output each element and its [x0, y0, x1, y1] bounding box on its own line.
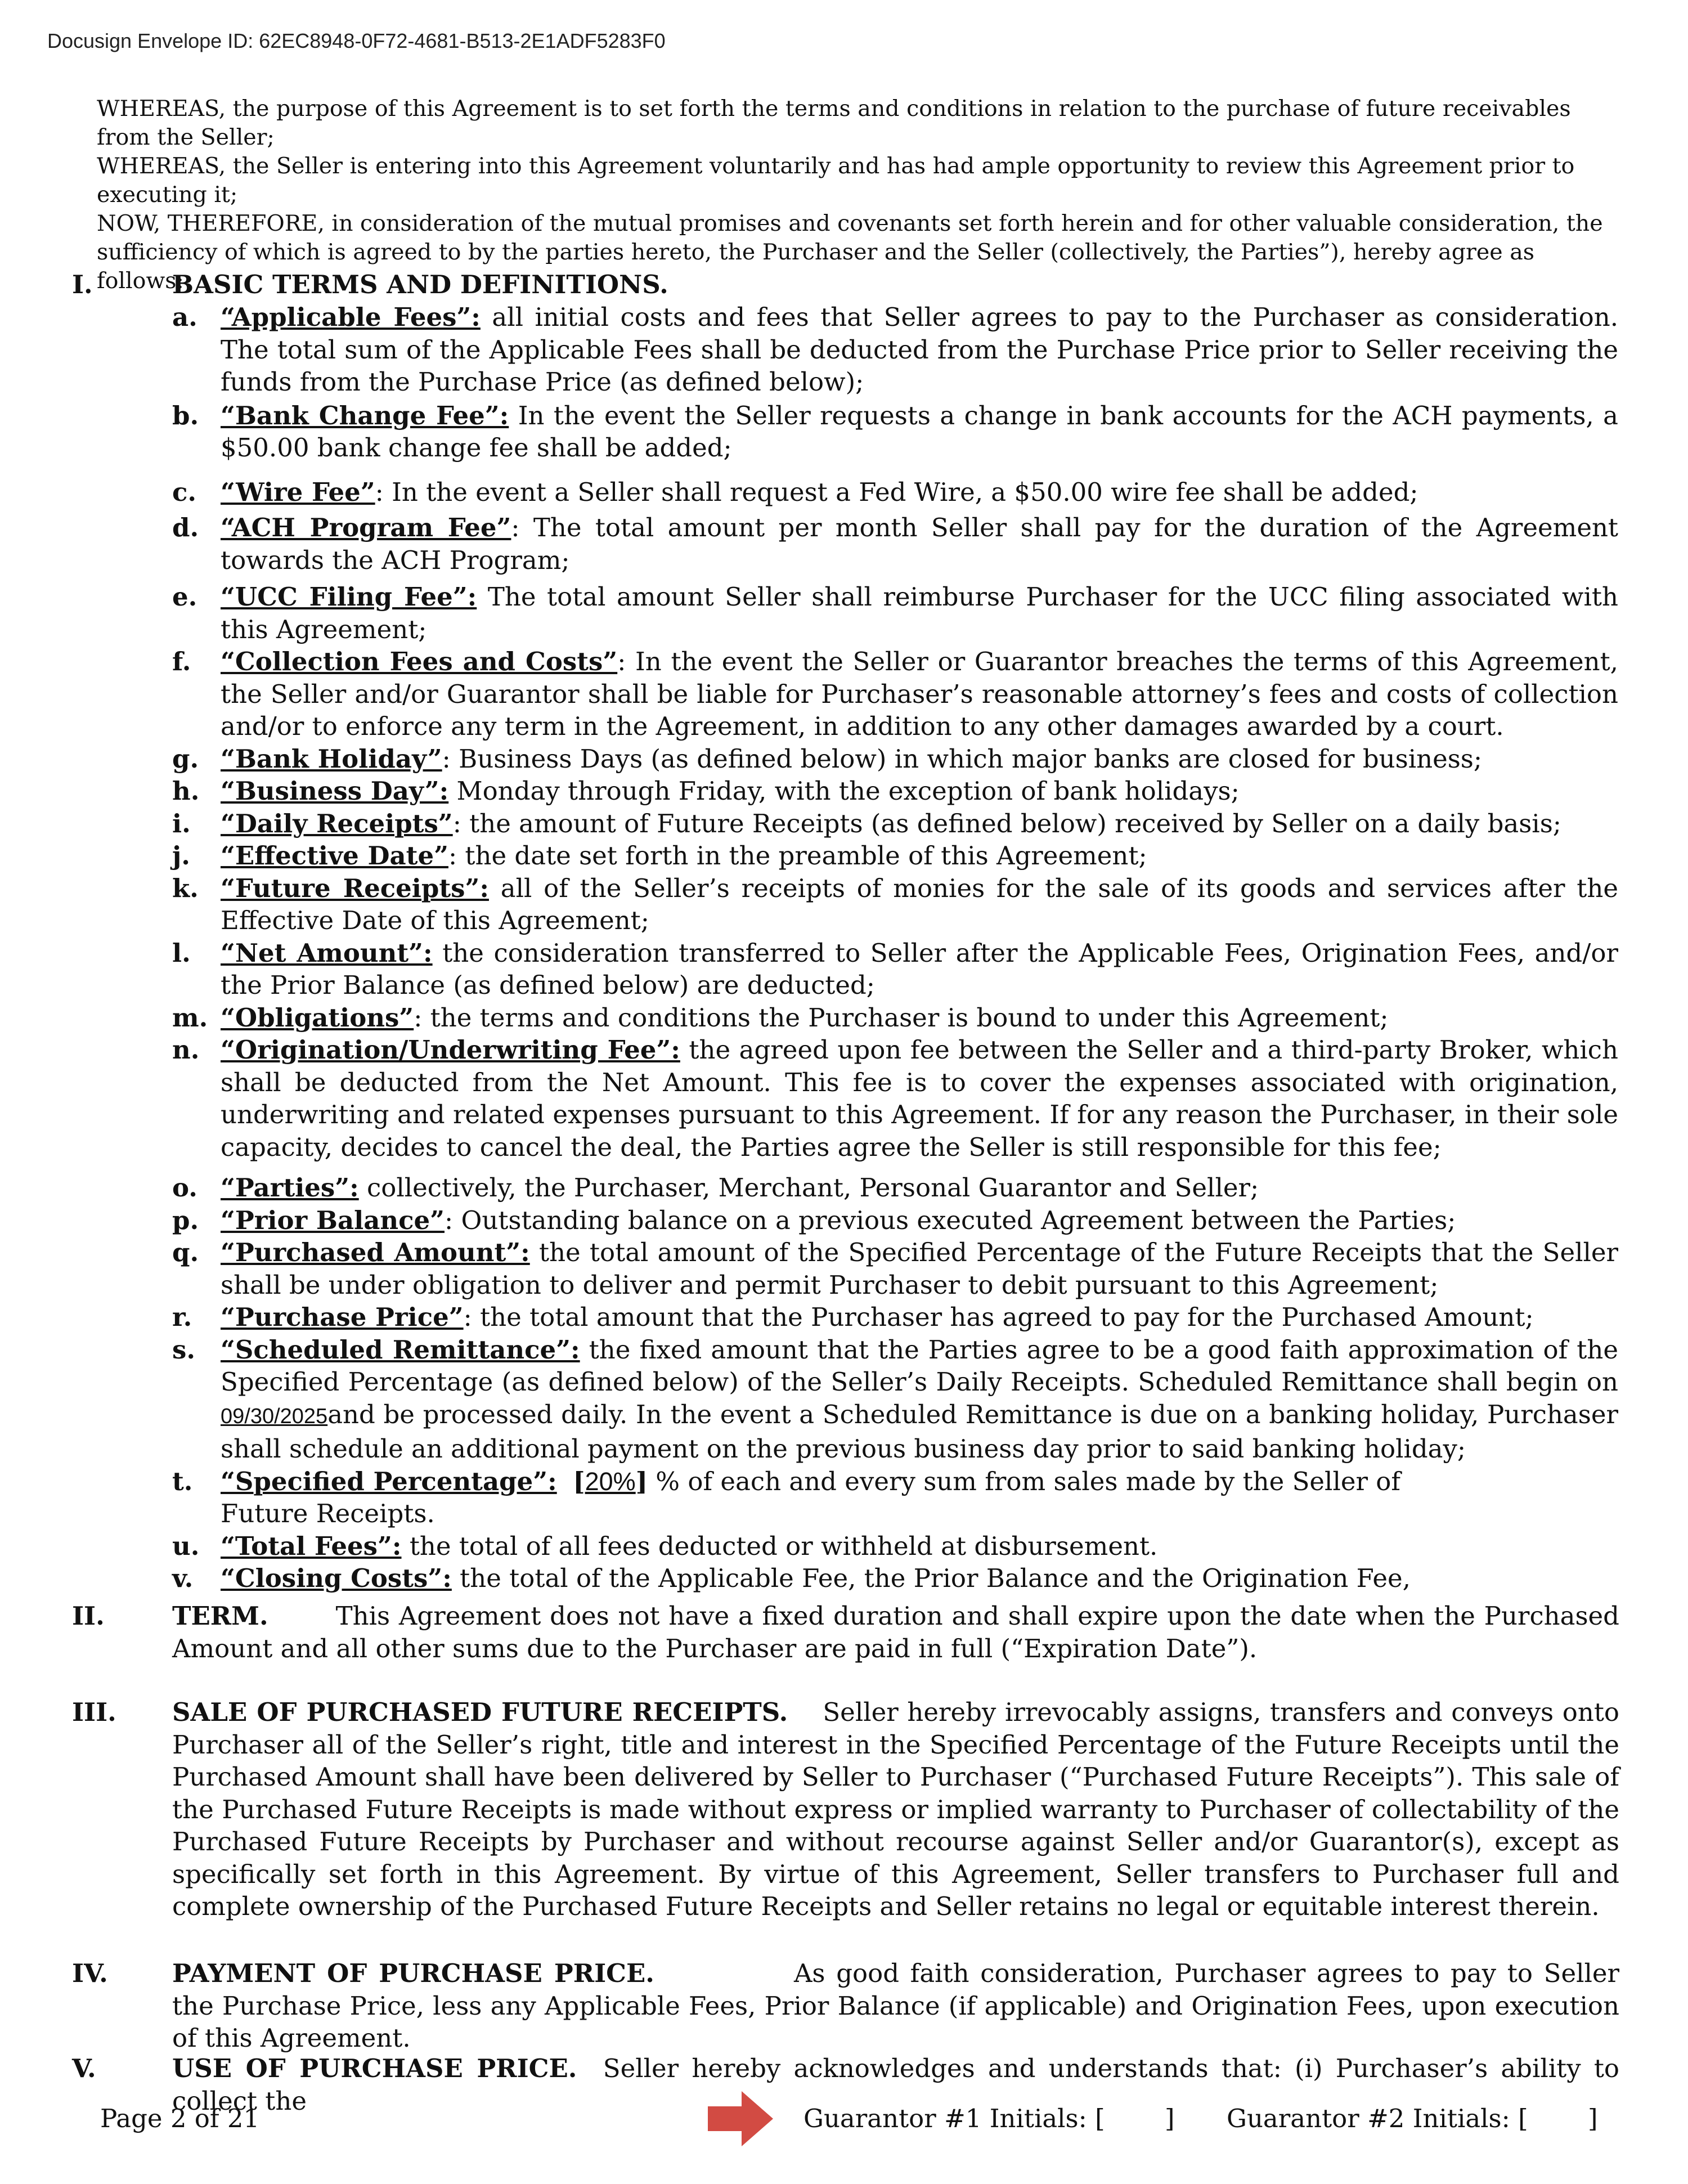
list-item-specified-percentage	[147, 1465, 1618, 1530]
defined-term: “Origination/Underwriting Fee”:	[221, 1035, 680, 1065]
guarantor-1-label: Guarantor #1 Initials: [	[803, 2104, 1105, 2133]
item-label: d.	[172, 513, 199, 542]
guarantor-1-close-bracket: ]	[1165, 2104, 1175, 2133]
item-label: o.	[172, 1173, 197, 1203]
definition-text: Monday through Friday, with the exception of bank holidays;	[448, 776, 1240, 806]
section-number: I.	[72, 270, 93, 299]
item-label: j.	[172, 841, 190, 871]
bracket-close: ]	[635, 1466, 648, 1496]
list-item	[147, 808, 1618, 840]
definition-text: : Outstanding balance on a previous executed Agreement between the Parties;	[445, 1205, 1456, 1235]
list-item	[147, 743, 1618, 775]
definition-text: : Business Days (as defined below) in which major banks are closed for business;	[442, 743, 1483, 774]
definition-text: and be processed daily. In the event a Scheduled Remittance is due on a banking holiday, Purchaser shall schedule an additional payment on the previous business day prior to said banking holiday;	[221, 1399, 1618, 1464]
list-item	[147, 937, 1618, 1002]
definition-text: : The total amount per month Seller shall pay for the duration of the Agreement towards the ACH Program;	[221, 513, 1619, 575]
definition-text: Future Receipts.	[221, 1499, 435, 1528]
list-item	[147, 872, 1618, 937]
definition-text: : In the event the Seller or Guarantor breaches the terms of this Agreement, the Seller and/or Guarantor shall be liable for Purchaser’s reasonable attorney’s fees and costs of collection and/or to enforce any term in the Agreement, in addition to any other damages awarded by a court.	[221, 647, 1618, 741]
list-item	[147, 512, 1618, 576]
defined-term: “Purchased Amount”:	[221, 1237, 530, 1267]
now-therefore: NOW, THEREFORE, in consideration of the mutual promises and covenants set forth herein and for other valuable consideration, the sufficiency of which is agreed to by the parties hereto, the Purchaser and the Seller (collectively, the Parties”), hereby agree as follows:	[97, 210, 1603, 294]
defined-term: “Business Day”:	[221, 776, 449, 806]
defined-term: “Daily Receipts”	[221, 808, 453, 838]
guarantor-2-initials	[1227, 2104, 1528, 2133]
item-label: i.	[172, 808, 191, 838]
definition-text: : the date set forth in the preamble of this Agreement;	[448, 841, 1147, 871]
defined-term: “Bank Change Fee”:	[221, 400, 509, 430]
section-text: As good faith consideration, Purchaser agrees to pay to Seller the Purchase Price, less any Applicable Fees, Prior Balance (if applicable) and Origination Fees, upon execution of this Agreement.	[172, 1958, 1620, 2053]
definition-text: In the event the Seller requests a change in bank accounts for the ACH payments, a $50.00 bank change fee shall be added;	[221, 400, 1618, 463]
definitions-list	[147, 301, 1618, 1595]
section-number: III.	[72, 1697, 116, 1727]
list-item	[147, 581, 1618, 645]
item-label: h.	[172, 776, 200, 806]
section-term	[72, 1600, 1619, 1665]
list-item	[147, 1172, 1618, 1204]
defined-term: “Parties”:	[221, 1173, 359, 1203]
guarantor-2-label: Guarantor #2 Initials: [	[1227, 2104, 1528, 2133]
whereas-voluntary: WHEREAS, the Seller is entering into this Agreement voluntarily and has had ample opportunity to review this Agreement prior to executing it;	[97, 153, 1575, 208]
guarantor-2-close-bracket: ]	[1588, 2104, 1598, 2133]
defined-term: “Prior Balance”	[221, 1205, 445, 1235]
list-item	[147, 645, 1618, 743]
item-label: c.	[172, 477, 197, 507]
list-item	[147, 1034, 1618, 1163]
defined-term: “Closing Costs”:	[221, 1563, 452, 1593]
defined-term: “Future Receipts”:	[221, 873, 489, 903]
list-item-scheduled-remittance	[147, 1334, 1618, 1465]
section-text: Seller hereby acknowledges and understands that: (i) Purchaser’s ability to collect the	[172, 2053, 1620, 2116]
section-title: USE OF PURCHASE PRICE.	[172, 2053, 577, 2083]
defined-term: “ACH Program Fee”	[221, 513, 511, 542]
section-title: SALE OF PURCHASED FUTURE RECEIPTS.	[172, 1697, 788, 1727]
definition-text: all initial costs and fees that Seller agrees to pay to the Purchaser as consideration. The total sum of the Applicable Fees shall be deducted from the Purchase Price prior to Seller receiving the funds from the Purchase Price (as defined below);	[221, 302, 1618, 397]
item-label: s.	[172, 1334, 196, 1365]
defined-term: “Wire Fee”	[221, 477, 375, 507]
section-number: V.	[72, 2053, 96, 2083]
page-number: Page 2 of 21	[100, 2104, 260, 2133]
list-item	[147, 400, 1618, 464]
section-1-heading	[72, 268, 1619, 301]
list-item	[147, 301, 1618, 398]
defined-term: “Purchase Price”	[221, 1302, 464, 1332]
defined-term: “Net Amount”:	[221, 938, 433, 968]
remittance-start-date: 09/30/2025	[221, 1404, 328, 1428]
section-number: IV.	[72, 1958, 108, 1988]
list-item	[147, 1236, 1618, 1301]
definition-text: collectively, the Purchaser, Merchant, Personal Guarantor and Seller;	[358, 1173, 1259, 1203]
defined-term: “Collection Fees and Costs”	[221, 647, 618, 676]
list-item	[147, 476, 1618, 509]
list-item	[147, 840, 1618, 872]
item-label: r.	[172, 1302, 192, 1332]
item-label: f.	[172, 647, 191, 676]
section-title: BASIC TERMS AND DEFINITIONS.	[172, 270, 668, 299]
defined-term: “Specified Percentage”:	[221, 1466, 557, 1496]
whereas-purpose: WHEREAS, the purpose of this Agreement is to set forth the terms and conditions in relation to the purchase of future receivables from the Seller;	[97, 96, 1571, 150]
definition-text: : the total amount that the Purchaser has agreed to pay for the Purchased Amount;	[463, 1302, 1534, 1332]
definition-text: The total amount Seller shall reimburse Purchaser for the UCC filing associated with this Agreement;	[221, 582, 1618, 644]
preamble	[97, 95, 1605, 295]
list-item	[147, 1562, 1618, 1595]
defined-term: “Total Fees”:	[221, 1531, 402, 1561]
item-label: g.	[172, 743, 199, 774]
item-label: e.	[172, 582, 197, 612]
defined-term: “UCC Filing Fee”:	[221, 582, 477, 612]
item-label: v.	[172, 1563, 194, 1593]
definition-text: : the terms and conditions the Purchaser is bound to under this Agreement;	[414, 1002, 1389, 1033]
defined-term: “Effective Date”	[221, 841, 448, 871]
item-label: a.	[172, 302, 197, 332]
item-label: q.	[172, 1237, 199, 1267]
defined-term: “Obligations”	[221, 1002, 414, 1033]
definition-text: : In the event a Seller shall request a Fed Wire, a $50.00 wire fee shall be added;	[375, 477, 1418, 507]
section-text: This Agreement does not have a fixed duration and shall expire upon the date when the Purchased Amount and all other sums due to the Purchaser are paid in full (“Expiration Date”).	[172, 1601, 1619, 1663]
definition-text: % of each and every sum from sales made by the Seller of	[647, 1466, 1401, 1496]
section-title: PAYMENT OF PURCHASE PRICE.	[172, 1958, 654, 1988]
item-label: k.	[172, 873, 199, 903]
list-item	[147, 775, 1618, 808]
guarantor-1-initials	[803, 2104, 1105, 2133]
defined-term: “Bank Holiday”	[221, 743, 442, 774]
item-label: m.	[172, 1002, 208, 1033]
section-title: TERM.	[172, 1601, 268, 1631]
bracket-open: [	[573, 1466, 585, 1496]
list-item	[147, 1002, 1618, 1034]
item-label: u.	[172, 1531, 200, 1561]
definition-text: : the amount of Future Receipts (as defined below) received by Seller on a daily basis;	[452, 808, 1561, 838]
item-label: n.	[172, 1035, 200, 1065]
definition-text: all of the Seller’s receipts of monies for the sale of its goods and services after the Effective Date of this Agreement;	[221, 873, 1618, 935]
list-item	[147, 1530, 1618, 1563]
arrow-right-icon	[708, 2091, 773, 2146]
definition-text: the total of all fees deducted or withheld at disbursement.	[401, 1531, 1158, 1561]
item-label: b.	[172, 400, 199, 430]
section-sale	[72, 1696, 1619, 1923]
section-number: II.	[72, 1601, 105, 1631]
section-payment	[72, 1957, 1619, 2055]
item-label: t.	[172, 1466, 193, 1496]
definition-text: the consideration transferred to Seller after the Applicable Fees, Origination Fees, and/or the Prior Balance (as defined below) are deducted;	[221, 938, 1618, 1000]
defined-term: “Scheduled Remittance”:	[221, 1334, 580, 1365]
item-label: l.	[172, 938, 191, 968]
section-text: Seller hereby irrevocably assigns, transfers and conveys onto Purchaser all of the Seller’s right, title and interest in the Specified Percentage of the Future Receipts until the Purchased Amount shall have been delivered by Seller to Purchaser (“Purchased Future Receipts”). This sale of the Purchased Future Receipts is made without express or implied warranty to Purchaser of collectability of the Purchased Future Receipts by Purchaser and without recourse against Seller and/or Guarantor(s), except as specifically set forth in this Agreement. By virtue of this Agreement, Seller transfers to Purchaser full and complete ownership of the Purchased Future Receipts and Seller retains no legal or equitable interest therein.	[172, 1697, 1620, 1921]
definition-text: the agreed upon fee between the Seller and a third-party Broker, which shall be deducted from the Net Amount. This fee is to cover the expenses associated with origination, underwriting and related expenses pursuant to this Agreement. If for any reason the Purchaser, in their sole capacity, decides to cancel the deal, the Parties agree the Seller is still responsible for this fee;	[221, 1035, 1618, 1162]
item-label: p.	[172, 1205, 199, 1235]
envelope-id: Docusign Envelope ID: 62EC8948-0F72-4681-B513-2E1ADF5283F0	[47, 29, 666, 52]
list-item	[147, 1204, 1618, 1237]
definition-text: the fixed amount that the Parties agree to be a good faith approximation of the Specified Percentage (as defined below) of the Seller’s Daily Receipts. Scheduled Remittance shall begin on	[221, 1334, 1618, 1397]
specified-percentage-value: 20%	[585, 1467, 636, 1496]
definition-text: the total amount of the Specified Percentage of the Future Receipts that the Seller shall be under obligation to deliver and permit Purchaser to debit pursuant to this Agreement;	[221, 1237, 1619, 1300]
list-item	[147, 1301, 1618, 1334]
defined-term: “Applicable Fees”:	[221, 302, 481, 332]
definition-text: the total of the Applicable Fee, the Prior Balance and the Origination Fee,	[451, 1563, 1411, 1593]
